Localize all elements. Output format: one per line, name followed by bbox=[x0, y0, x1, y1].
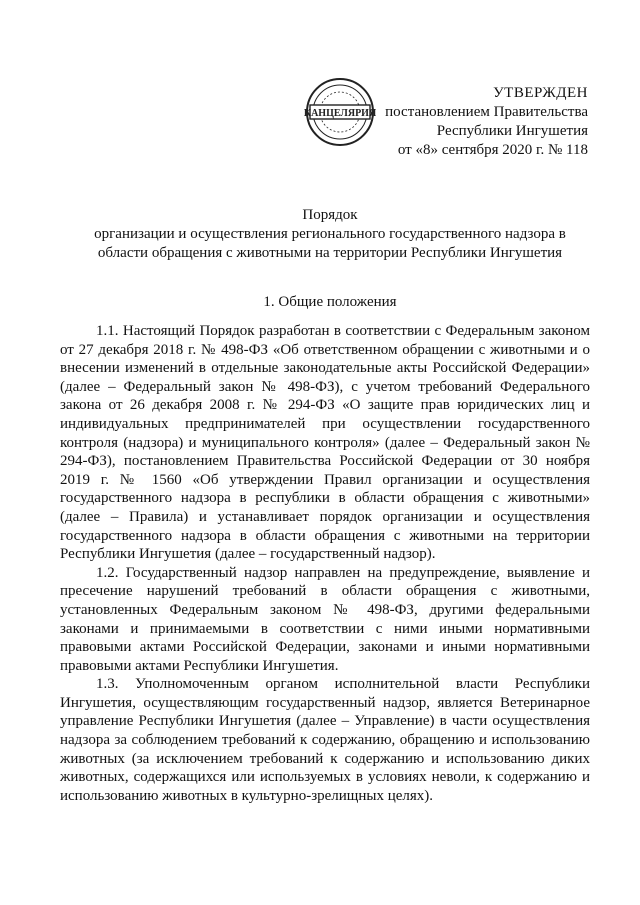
title-line-1: Порядок bbox=[302, 207, 358, 223]
title-line-3: области обращения с животными на территории Республики Ингушетия bbox=[97, 245, 563, 261]
section-heading: 1. Общие положения bbox=[263, 294, 397, 310]
approval-line-2: Республики Ингушетия bbox=[436, 123, 588, 139]
approval-block bbox=[308, 84, 588, 160]
paragraph-1-1: 1.1. Настоящий Порядок разработан в соответствии с Федеральным законом от 27 декабря 2018 г. № 498-ФЗ «Об ответственном обращении с животными и о внесении изменений в отдельные законодательные акты Российской Федерации» (далее – Федеральный закон № 498-ФЗ), с учетом требований Федерального закона от 26 декабря 2008 г. № 294-ФЗ «О защите прав юридических лиц и индивидуальных предпринимателей при осуществлении государственного контроля (надзора) и муниципального контроля» (далее – Федеральный закон № 294-ФЗ), постановлением Правительства Российской Федерации от 30 ноября 2019 г. № 1560 «Об утверждении Правил организации и осуществления государственного надзора в республики в области обращения с животными» (далее – Правила) и устанавливает порядок организации и осуществления государственного надзора в области обращения с животными на территории Республики Ингушетия (далее – государственный надзор). bbox=[60, 323, 590, 563]
title-line-2: организации и осуществления регионального государственного надзора в bbox=[94, 226, 566, 242]
paragraph-1-3: 1.3. Уполномоченным органом исполнительной власти Республики Ингушетия, осуществляющим государственный надзор, является Ветеринарное управление Республики Ингушетия (далее – Управление) в части осуществления надзора за соблюдением требований к содержанию, обращению и использованию животных (за исключением требований к содержанию и использованию диких животных, содержащихся или используемых в условиях неволи, к содержанию и использованию животных в культурно-зрелищных целях). bbox=[60, 676, 590, 804]
stamp-text: КАНЦЕЛЯРИЯ bbox=[304, 108, 376, 119]
approval-line-3: от «8» сентября 2020 г. № 118 bbox=[397, 142, 588, 158]
document-title bbox=[60, 206, 600, 263]
approval-line-1: постановлением Правительства bbox=[385, 104, 588, 120]
paragraph-1-2: 1.2. Государственный надзор направлен на предупреждение, выявление и пресечение нарушений требований в области обращения с животными, установленных Федеральным законом № 498-ФЗ, другими федеральными законами и принимаемыми в соответствии с ними иными нормативными правовыми актами Российской Федерации, законами и иными нормативными правовыми актами Республики Ингушетия. bbox=[60, 564, 590, 674]
approval-heading: УТВЕРЖДЕН bbox=[493, 85, 588, 101]
document-body bbox=[60, 322, 590, 805]
